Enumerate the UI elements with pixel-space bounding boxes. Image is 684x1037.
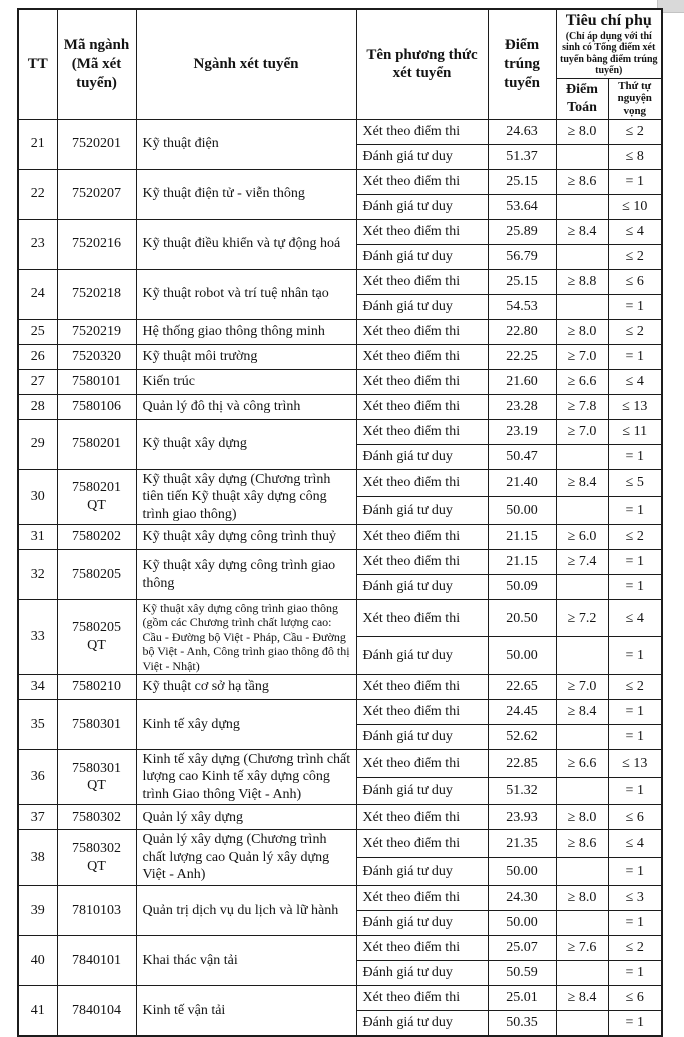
cell-tt: 36 bbox=[18, 749, 57, 805]
cell-priority-order: ≤ 13 bbox=[608, 749, 662, 777]
cell-score: 50.00 bbox=[488, 858, 556, 886]
cell-math-score: ≥ 8.4 bbox=[556, 219, 608, 244]
cell-method: Đánh giá tư duy bbox=[356, 144, 488, 169]
cell-score: 50.59 bbox=[488, 960, 556, 985]
cell-major-code: 7520201 bbox=[57, 119, 136, 169]
cell-major-name: Kỹ thuật xây dựng (Chương trình tiên tiến Kỹ thuật xây dựng công trình giao thông) bbox=[136, 469, 356, 525]
cell-score: 50.00 bbox=[488, 637, 556, 674]
cell-math-score: ≥ 8.0 bbox=[556, 319, 608, 344]
cell-priority-order: ≤ 6 bbox=[608, 805, 662, 830]
cell-tt: 41 bbox=[18, 985, 57, 1036]
cell-major-code: 7580201 bbox=[57, 419, 136, 469]
cell-method: Xét theo điểm thi bbox=[356, 885, 488, 910]
cell-priority-order: = 1 bbox=[608, 169, 662, 194]
cell-score: 21.15 bbox=[488, 550, 556, 575]
cell-math-score bbox=[556, 777, 608, 805]
cell-math-score: ≥ 7.6 bbox=[556, 935, 608, 960]
cell-method: Xét theo điểm thi bbox=[356, 935, 488, 960]
cell-score: 20.50 bbox=[488, 600, 556, 637]
cell-major-code: 7580205 QT bbox=[57, 600, 136, 675]
cell-major-code: 7580101 bbox=[57, 369, 136, 394]
cell-major-code: 7580106 bbox=[57, 394, 136, 419]
cell-priority-order: ≤ 4 bbox=[608, 219, 662, 244]
cell-method: Xét theo điểm thi bbox=[356, 369, 488, 394]
table-row bbox=[18, 830, 662, 858]
cell-major-name: Kỹ thuật cơ sở hạ tầng bbox=[136, 674, 356, 699]
cell-major-name: Kỹ thuật xây dựng công trình thuỷ bbox=[136, 525, 356, 550]
table-row bbox=[18, 805, 662, 830]
score-table-body bbox=[18, 119, 662, 1036]
cell-math-score: ≥ 8.4 bbox=[556, 469, 608, 497]
cell-priority-order: ≤ 2 bbox=[608, 525, 662, 550]
cell-score: 56.79 bbox=[488, 244, 556, 269]
cell-major-name: Kỹ thuật xây dựng công trình giao thông (gồm các Chương trình chất lượng cao: Cầu - Đường bộ Việt - Pháp, Cầu - Đường bộ Việt - Anh, Công trình giao thông đô thị Việt - Nhật) bbox=[136, 600, 356, 675]
cell-major-name: Quản lý xây dựng bbox=[136, 805, 356, 830]
cell-tt: 29 bbox=[18, 419, 57, 469]
cell-tt: 21 bbox=[18, 119, 57, 169]
cell-major-code: 7580301 QT bbox=[57, 749, 136, 805]
cell-priority-order: = 1 bbox=[608, 960, 662, 985]
cell-math-score: ≥ 8.0 bbox=[556, 885, 608, 910]
table-header bbox=[18, 9, 662, 119]
cell-major-name: Kinh tế vận tải bbox=[136, 985, 356, 1036]
cell-priority-order: ≤ 8 bbox=[608, 144, 662, 169]
cell-priority-order: ≤ 2 bbox=[608, 119, 662, 144]
cell-score: 24.30 bbox=[488, 885, 556, 910]
cell-math-score: ≥ 7.8 bbox=[556, 394, 608, 419]
cell-priority-order: ≤ 10 bbox=[608, 194, 662, 219]
cell-major-code: 7520218 bbox=[57, 269, 136, 319]
table-row bbox=[18, 469, 662, 497]
cell-tt: 32 bbox=[18, 550, 57, 600]
cell-score: 21.40 bbox=[488, 469, 556, 497]
cell-score: 23.28 bbox=[488, 394, 556, 419]
cell-score: 52.62 bbox=[488, 724, 556, 749]
cell-priority-order: ≤ 4 bbox=[608, 830, 662, 858]
table-row bbox=[18, 119, 662, 144]
cell-method: Xét theo điểm thi bbox=[356, 419, 488, 444]
cell-priority-order: = 1 bbox=[608, 294, 662, 319]
cell-tt: 40 bbox=[18, 935, 57, 985]
cell-math-score: ≥ 8.0 bbox=[556, 119, 608, 144]
cell-priority-order: = 1 bbox=[608, 550, 662, 575]
cell-score: 54.53 bbox=[488, 294, 556, 319]
cell-method: Đánh giá tư duy bbox=[356, 194, 488, 219]
cell-priority-order: = 1 bbox=[608, 444, 662, 469]
cell-method: Đánh giá tư duy bbox=[356, 637, 488, 674]
cell-priority-order: ≤ 11 bbox=[608, 419, 662, 444]
cell-major-name: Quản trị dịch vụ du lịch và lữ hành bbox=[136, 885, 356, 935]
cell-tt: 22 bbox=[18, 169, 57, 219]
cell-major-code: 7580302 bbox=[57, 805, 136, 830]
cell-math-score: ≥ 8.4 bbox=[556, 699, 608, 724]
cell-priority-order: ≤ 4 bbox=[608, 600, 662, 637]
cell-math-score bbox=[556, 1010, 608, 1036]
header-priority-order: Thứ tự nguyện vọng bbox=[608, 78, 662, 119]
table-row bbox=[18, 674, 662, 699]
cell-major-name: Kỹ thuật điện tử - viễn thông bbox=[136, 169, 356, 219]
cell-score: 22.80 bbox=[488, 319, 556, 344]
cell-tt: 24 bbox=[18, 269, 57, 319]
table-row bbox=[18, 749, 662, 777]
cell-method: Xét theo điểm thi bbox=[356, 550, 488, 575]
cell-math-score: ≥ 7.0 bbox=[556, 674, 608, 699]
cell-score: 23.93 bbox=[488, 805, 556, 830]
cell-score: 25.89 bbox=[488, 219, 556, 244]
cell-score: 50.35 bbox=[488, 1010, 556, 1036]
cell-score: 53.64 bbox=[488, 194, 556, 219]
cell-score: 22.65 bbox=[488, 674, 556, 699]
cell-method: Xét theo điểm thi bbox=[356, 699, 488, 724]
cell-tt: 39 bbox=[18, 885, 57, 935]
cell-priority-order: = 1 bbox=[608, 777, 662, 805]
cell-major-code: 7520216 bbox=[57, 219, 136, 269]
header-tt: TT bbox=[18, 9, 57, 119]
cell-score: 21.35 bbox=[488, 830, 556, 858]
cell-tt: 28 bbox=[18, 394, 57, 419]
cell-major-name: Kinh tế xây dựng bbox=[136, 699, 356, 749]
cell-math-score: ≥ 8.4 bbox=[556, 985, 608, 1010]
cell-math-score: ≥ 8.8 bbox=[556, 269, 608, 294]
cell-method: Xét theo điểm thi bbox=[356, 219, 488, 244]
cell-math-score: ≥ 8.6 bbox=[556, 169, 608, 194]
cell-tt: 30 bbox=[18, 469, 57, 525]
cell-major-code: 7840101 bbox=[57, 935, 136, 985]
header-code: Mã ngành (Mã xét tuyển) bbox=[57, 9, 136, 119]
cell-major-code: 7810103 bbox=[57, 885, 136, 935]
cell-priority-order: ≤ 2 bbox=[608, 244, 662, 269]
table-row bbox=[18, 319, 662, 344]
cell-score: 50.00 bbox=[488, 910, 556, 935]
table-row bbox=[18, 169, 662, 194]
cell-score: 22.85 bbox=[488, 749, 556, 777]
cell-priority-order: ≤ 3 bbox=[608, 885, 662, 910]
cell-method: Xét theo điểm thi bbox=[356, 344, 488, 369]
cell-priority-order: = 1 bbox=[608, 858, 662, 886]
cell-priority-order: ≤ 5 bbox=[608, 469, 662, 497]
cell-tt: 27 bbox=[18, 369, 57, 394]
table-row bbox=[18, 935, 662, 960]
cell-priority-order: ≤ 6 bbox=[608, 269, 662, 294]
cell-math-score: ≥ 8.0 bbox=[556, 805, 608, 830]
cell-math-score: ≥ 6.6 bbox=[556, 749, 608, 777]
cell-method: Xét theo điểm thi bbox=[356, 394, 488, 419]
cell-major-code: 7580201 QT bbox=[57, 469, 136, 525]
table-row bbox=[18, 394, 662, 419]
cell-method: Xét theo điểm thi bbox=[356, 269, 488, 294]
cell-major-name: Kỹ thuật xây dựng bbox=[136, 419, 356, 469]
cell-score: 21.60 bbox=[488, 369, 556, 394]
header-sub-criteria-title: Tiêu chí phụ bbox=[565, 12, 652, 29]
cell-math-score bbox=[556, 575, 608, 600]
cell-math-score bbox=[556, 858, 608, 886]
table-row bbox=[18, 419, 662, 444]
cell-score: 25.15 bbox=[488, 269, 556, 294]
cell-major-name: Kinh tế xây dựng (Chương trình chất lượng cao Kinh tế xây dựng công trình Giao thông Việt - Anh) bbox=[136, 749, 356, 805]
cell-math-score bbox=[556, 637, 608, 674]
cell-math-score bbox=[556, 294, 608, 319]
cell-method: Xét theo điểm thi bbox=[356, 319, 488, 344]
cell-major-name: Kỹ thuật điện bbox=[136, 119, 356, 169]
cell-method: Xét theo điểm thi bbox=[356, 830, 488, 858]
cell-method: Xét theo điểm thi bbox=[356, 985, 488, 1010]
cell-math-score bbox=[556, 960, 608, 985]
cell-priority-order: = 1 bbox=[608, 910, 662, 935]
cell-major-name: Quản lý đô thị và công trình bbox=[136, 394, 356, 419]
cell-score: 50.00 bbox=[488, 497, 556, 525]
cell-score: 23.19 bbox=[488, 419, 556, 444]
cell-tt: 26 bbox=[18, 344, 57, 369]
cell-math-score: ≥ 7.4 bbox=[556, 550, 608, 575]
cell-major-name: Kỹ thuật điều khiển và tự động hoá bbox=[136, 219, 356, 269]
cell-score: 51.37 bbox=[488, 144, 556, 169]
header-name: Ngành xét tuyển bbox=[136, 9, 356, 119]
cell-method: Xét theo điểm thi bbox=[356, 525, 488, 550]
cell-major-name: Kiến trúc bbox=[136, 369, 356, 394]
cell-major-code: 7580205 bbox=[57, 550, 136, 600]
cell-method: Xét theo điểm thi bbox=[356, 469, 488, 497]
cell-priority-order: = 1 bbox=[608, 637, 662, 674]
cell-method: Đánh giá tư duy bbox=[356, 244, 488, 269]
cell-major-name: Hệ thống giao thông thông minh bbox=[136, 319, 356, 344]
cell-priority-order: ≤ 4 bbox=[608, 369, 662, 394]
cell-method: Đánh giá tư duy bbox=[356, 910, 488, 935]
cell-math-score bbox=[556, 497, 608, 525]
cell-major-name: Kỹ thuật môi trường bbox=[136, 344, 356, 369]
cell-method: Xét theo điểm thi bbox=[356, 600, 488, 637]
cell-score: 51.32 bbox=[488, 777, 556, 805]
table-row bbox=[18, 550, 662, 575]
cell-priority-order: = 1 bbox=[608, 699, 662, 724]
cell-major-name: Kỹ thuật xây dựng công trình giao thông bbox=[136, 550, 356, 600]
table-row bbox=[18, 525, 662, 550]
table-row bbox=[18, 600, 662, 637]
cell-major-code: 7580302 QT bbox=[57, 830, 136, 886]
cell-tt: 34 bbox=[18, 674, 57, 699]
cell-major-name: Khai thác vận tải bbox=[136, 935, 356, 985]
admission-score-table bbox=[17, 8, 663, 1037]
cell-method: Đánh giá tư duy bbox=[356, 497, 488, 525]
cell-math-score: ≥ 6.0 bbox=[556, 525, 608, 550]
cell-method: Đánh giá tư duy bbox=[356, 777, 488, 805]
cell-method: Đánh giá tư duy bbox=[356, 724, 488, 749]
cell-tt: 25 bbox=[18, 319, 57, 344]
cell-priority-order: ≤ 2 bbox=[608, 935, 662, 960]
cell-score: 21.15 bbox=[488, 525, 556, 550]
cell-method: Đánh giá tư duy bbox=[356, 1010, 488, 1036]
header-sub-criteria bbox=[556, 9, 662, 78]
cell-math-score: ≥ 7.2 bbox=[556, 600, 608, 637]
cell-major-code: 7520207 bbox=[57, 169, 136, 219]
header-method: Tên phương thức xét tuyển bbox=[356, 9, 488, 119]
cell-score: 25.07 bbox=[488, 935, 556, 960]
cell-math-score: ≥ 7.0 bbox=[556, 344, 608, 369]
cell-math-score bbox=[556, 724, 608, 749]
cell-math-score: ≥ 7.0 bbox=[556, 419, 608, 444]
cell-tt: 33 bbox=[18, 600, 57, 675]
cell-priority-order: = 1 bbox=[608, 344, 662, 369]
cell-tt: 37 bbox=[18, 805, 57, 830]
cell-score: 50.47 bbox=[488, 444, 556, 469]
table-row bbox=[18, 269, 662, 294]
cell-major-name: Quản lý xây dựng (Chương trình chất lượng cao Quản lý xây dựng Việt - Anh) bbox=[136, 830, 356, 886]
cell-math-score: ≥ 8.6 bbox=[556, 830, 608, 858]
cell-math-score bbox=[556, 194, 608, 219]
cell-priority-order: = 1 bbox=[608, 575, 662, 600]
cell-tt: 23 bbox=[18, 219, 57, 269]
table-row bbox=[18, 885, 662, 910]
table-row bbox=[18, 985, 662, 1010]
cell-score: 22.25 bbox=[488, 344, 556, 369]
cell-score: 25.15 bbox=[488, 169, 556, 194]
cell-method: Xét theo điểm thi bbox=[356, 674, 488, 699]
table-row bbox=[18, 219, 662, 244]
cell-method: Đánh giá tư duy bbox=[356, 960, 488, 985]
cell-method: Đánh giá tư duy bbox=[356, 444, 488, 469]
table-row bbox=[18, 344, 662, 369]
header-sub-criteria-note: (Chỉ áp dụng với thí sinh có Tổng điểm xét tuyển bằng điểm trúng tuyển) bbox=[559, 30, 658, 77]
cell-score: 50.09 bbox=[488, 575, 556, 600]
cell-major-code: 7840104 bbox=[57, 985, 136, 1036]
cell-major-code: 7580210 bbox=[57, 674, 136, 699]
cell-priority-order: ≤ 6 bbox=[608, 985, 662, 1010]
header-score: Điểm trúng tuyển bbox=[488, 9, 556, 119]
cell-method: Đánh giá tư duy bbox=[356, 858, 488, 886]
cell-major-code: 7580202 bbox=[57, 525, 136, 550]
cell-method: Xét theo điểm thi bbox=[356, 805, 488, 830]
cell-priority-order: = 1 bbox=[608, 724, 662, 749]
cell-tt: 31 bbox=[18, 525, 57, 550]
cell-math-score bbox=[556, 244, 608, 269]
cell-major-code: 7580301 bbox=[57, 699, 136, 749]
cell-math-score bbox=[556, 144, 608, 169]
table-row bbox=[18, 369, 662, 394]
cell-method: Xét theo điểm thi bbox=[356, 749, 488, 777]
cell-method: Xét theo điểm thi bbox=[356, 119, 488, 144]
cell-method: Xét theo điểm thi bbox=[356, 169, 488, 194]
cell-priority-order: ≤ 2 bbox=[608, 319, 662, 344]
cell-tt: 38 bbox=[18, 830, 57, 886]
table-row bbox=[18, 699, 662, 724]
cell-score: 24.63 bbox=[488, 119, 556, 144]
cell-priority-order: ≤ 2 bbox=[608, 674, 662, 699]
cell-major-name: Kỹ thuật robot và trí tuệ nhân tạo bbox=[136, 269, 356, 319]
cell-major-code: 7520219 bbox=[57, 319, 136, 344]
cell-method: Đánh giá tư duy bbox=[356, 575, 488, 600]
cell-priority-order: ≤ 13 bbox=[608, 394, 662, 419]
cell-math-score bbox=[556, 444, 608, 469]
cell-priority-order: = 1 bbox=[608, 1010, 662, 1036]
cell-major-code: 7520320 bbox=[57, 344, 136, 369]
cell-tt: 35 bbox=[18, 699, 57, 749]
cell-math-score bbox=[556, 910, 608, 935]
cell-method: Đánh giá tư duy bbox=[356, 294, 488, 319]
header-math-score: Điểm Toán bbox=[556, 78, 608, 119]
cell-priority-order: = 1 bbox=[608, 497, 662, 525]
cell-math-score: ≥ 6.6 bbox=[556, 369, 608, 394]
cell-score: 24.45 bbox=[488, 699, 556, 724]
cell-score: 25.01 bbox=[488, 985, 556, 1010]
